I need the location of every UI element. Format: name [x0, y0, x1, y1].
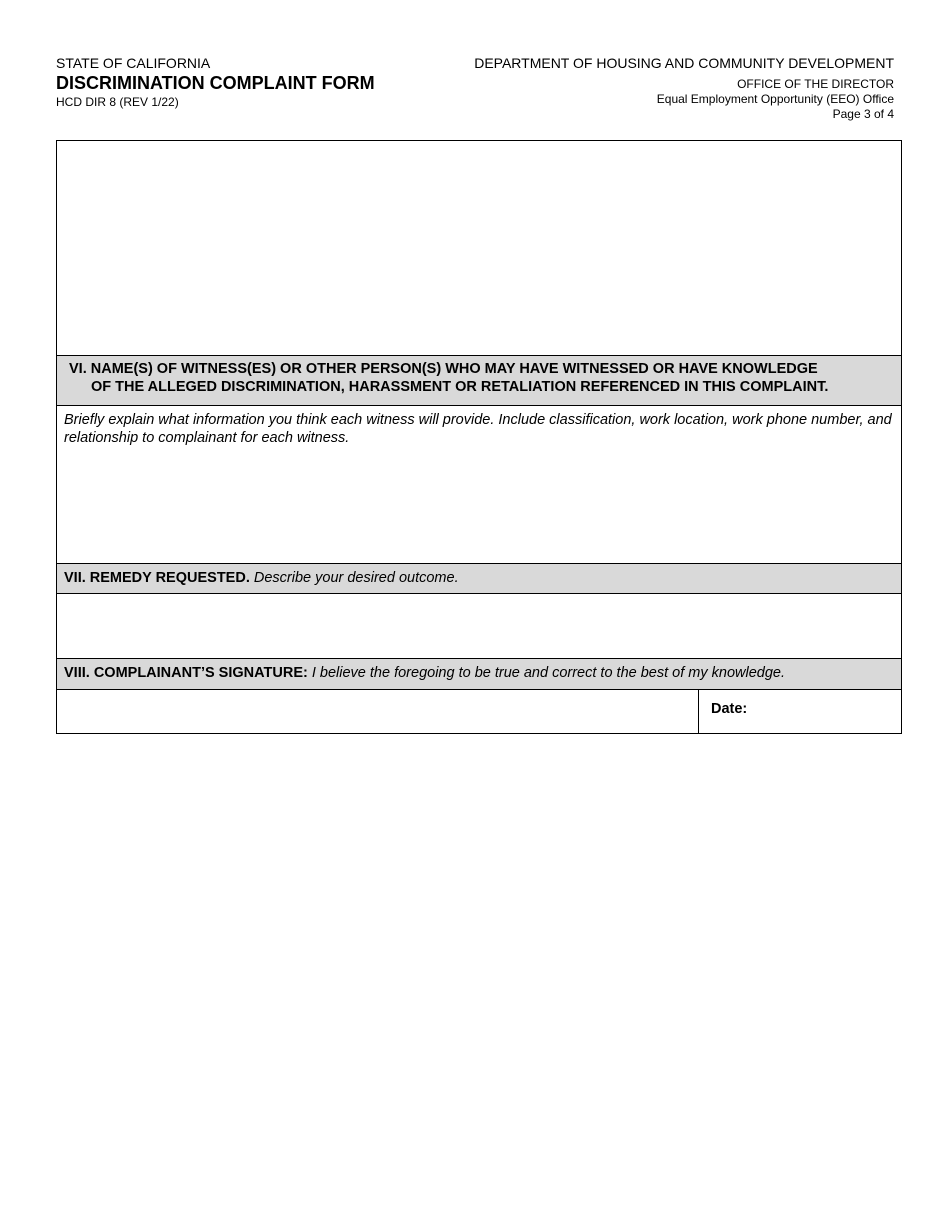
section-6-title-line1: VI. NAME(S) OF WITNESS(ES) OR OTHER PERSON(S) WHO MAY HAVE WITNESSED OR HAVE KNOWLEDGE — [69, 361, 818, 377]
section-7-title: VII. REMEDY REQUESTED. — [64, 570, 254, 586]
witness-instructions: Briefly explain what information you think each witness will provide. Include classification, work location, work phone number, and relationship to complainant for each witness. — [64, 412, 892, 446]
section-8-instructions: I believe the foregoing to be true and correct to the best of my knowledge. — [311, 665, 786, 681]
state-label: STATE OF CALIFORNIA — [56, 55, 211, 71]
form-number: HCD DIR 8 (REV 1/22) — [56, 95, 179, 109]
signature-row — [57, 690, 901, 733]
header-right — [474, 55, 894, 122]
signature-field[interactable] — [57, 690, 699, 733]
previous-section-continuation-field[interactable] — [57, 141, 901, 356]
section-7-header — [57, 564, 901, 594]
complaint-form — [56, 140, 902, 734]
witness-field[interactable] — [57, 406, 901, 564]
header-left — [56, 55, 375, 109]
remedy-field[interactable] — [57, 594, 901, 659]
date-field[interactable] — [699, 690, 901, 733]
office-name: OFFICE OF THE DIRECTOR — [737, 77, 894, 91]
section-6-header — [57, 356, 901, 406]
section-7-instructions: Describe your desired outcome. — [253, 570, 459, 586]
sub-office-name: Equal Employment Opportunity (EEO) Office — [656, 92, 894, 106]
date-label: Date: — [711, 701, 748, 717]
section-8-header — [57, 659, 901, 690]
department-name: DEPARTMENT OF HOUSING AND COMMUNITY DEVELOPMENT — [474, 55, 894, 71]
form-title: DISCRIMINATION COMPLAINT FORM — [56, 73, 375, 93]
page-number: Page 3 of 4 — [832, 107, 894, 121]
section-6-title-line2: OF THE ALLEGED DISCRIMINATION, HARASSMENT OR RETALIATION REFERENCED IN THIS COMPLAINT. — [91, 379, 829, 395]
section-8-title: VIII. COMPLAINANT’S SIGNATURE: — [64, 665, 312, 681]
